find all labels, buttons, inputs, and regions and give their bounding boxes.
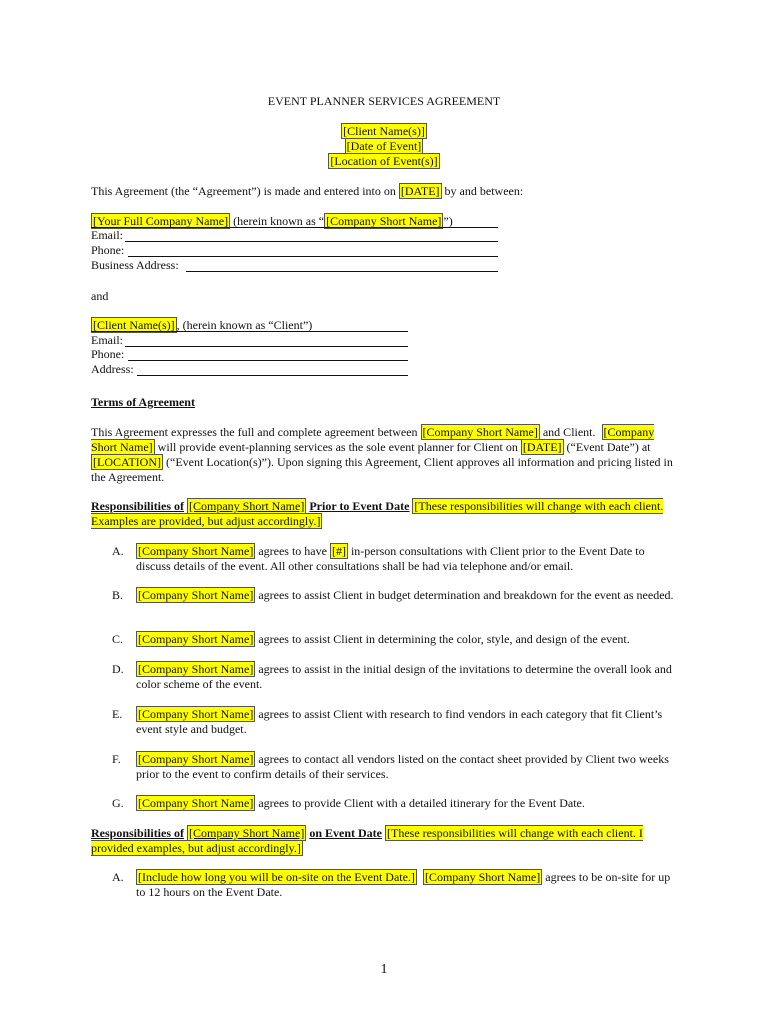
client-known-as: , (herein known as “Client”) — [176, 318, 313, 332]
event-date-placeholder[interactable]: [Date of Event] — [346, 139, 422, 153]
item-company-placeholder[interactable]: [Company Short Name] — [138, 662, 254, 676]
item-company-placeholder[interactable]: [Company Short Name] — [138, 796, 254, 810]
terms-paragraph — [91, 425, 681, 485]
terms-company-short-placeholder-2[interactable]: [Company Short Name] — [91, 425, 655, 454]
list-item-text — [136, 662, 682, 692]
client-name-rule — [91, 331, 408, 332]
item-company-placeholder[interactable]: [Company Short Name] — [138, 752, 254, 766]
item-text: agrees to assist in the initial design of the invitations to determine the overall look and color scheme of the event. — [136, 662, 672, 691]
client-email-field[interactable] — [125, 346, 408, 347]
item-company-placeholder[interactable]: [Company Short Name] — [138, 588, 254, 602]
terms-text-3: will provide event-planning services as the sole event planner for Client on — [157, 440, 518, 454]
terms-location-placeholder[interactable]: [LOCATION] — [93, 455, 161, 469]
terms-text-2: and Client. — [542, 425, 596, 439]
client-phone-field[interactable] — [128, 360, 408, 361]
item-text: agrees to be on-site for up to 12 hours on the Event Date. — [136, 870, 671, 899]
client-email-label: Email: — [91, 333, 123, 347]
item-company-placeholder[interactable]: [Company Short Name] — [138, 632, 254, 646]
item-company-placeholder[interactable]: [Company Short Name] — [138, 544, 254, 558]
onsite-duration-placeholder[interactable]: [Include how long you will be on-site on the Event Date.] — [138, 870, 415, 884]
intro-text-before: This Agreement (the “Agreement”) is made and entered into on — [91, 184, 396, 198]
section1-suffix: Prior to Event Date — [309, 499, 410, 513]
section1-company-placeholder[interactable]: [Company Short Name] — [189, 499, 305, 513]
item-text: agrees to contact all vendors listed on the contact sheet provided by Client two weeks prior to the event to confirm details of their services. — [136, 752, 669, 781]
list-item-text — [136, 796, 682, 811]
section2-heading — [91, 826, 681, 856]
client-names-placeholder[interactable]: [Client Name(s)] — [343, 124, 425, 138]
company-email-label: Email: — [91, 228, 123, 242]
terms-company-short-placeholder[interactable]: [Company Short Name] — [422, 425, 538, 439]
client-phone-label: Phone: — [91, 347, 125, 361]
section2-prefix: Responsibilities of — [91, 826, 185, 840]
section1-prefix: Responsibilities of — [91, 499, 185, 513]
company-email-field[interactable] — [125, 241, 498, 242]
item-text: agrees to provide Client with a detailed itinerary for the Event Date. — [255, 796, 585, 810]
list-item-text — [136, 870, 682, 900]
section2-suffix: on Event Date — [309, 826, 382, 840]
company-phone-field[interactable] — [128, 256, 498, 257]
list-item-label: A. — [112, 544, 124, 558]
terms-text-4: (“Event Date”) at — [566, 440, 651, 454]
item-text-a: agrees to have — [255, 544, 330, 558]
list-item-label: E. — [112, 707, 123, 721]
header-event-location — [0, 154, 768, 169]
item-text-b: in-person consultations with Client prior to the Event Date to discuss details of the event. All other consultations shall be had via telephone and/or email. — [136, 544, 645, 573]
company-name-rule — [91, 227, 498, 228]
list-item-text — [136, 588, 682, 603]
list-item-label: A. — [112, 870, 124, 884]
list-item-label: D. — [112, 662, 124, 676]
list-item-label: G. — [112, 796, 124, 810]
section1-heading — [91, 499, 681, 529]
item-company-placeholder[interactable]: [Company Short Name] — [424, 870, 541, 884]
section2-company-placeholder[interactable]: [Company Short Name] — [189, 826, 305, 840]
company-short-name-placeholder[interactable]: [Company Short Name] — [326, 214, 442, 228]
terms-date-placeholder[interactable]: [DATE] — [522, 440, 562, 454]
client-address-field[interactable] — [137, 375, 408, 376]
intro-paragraph — [91, 184, 523, 199]
item-text: agrees to assist Client in budget determination and breakdown for the event as needed. — [255, 588, 674, 602]
document-title: EVENT PLANNER SERVICES AGREEMENT — [267, 94, 501, 108]
terms-text-1: This Agreement expresses the full and complete agreement between — [91, 425, 418, 439]
company-known-as-suffix: ”) — [443, 214, 453, 228]
and-text: and — [91, 289, 109, 303]
section1-note[interactable]: [These responsibilities will change with each client. Examples are provided, but adjust accordingly.] — [91, 499, 664, 528]
company-address-field[interactable] — [186, 271, 498, 272]
list-item-label: B. — [112, 588, 124, 602]
item-text: agrees to assist Client in determining the color, style, and design of the event. — [255, 632, 630, 646]
header-client-names — [0, 124, 768, 139]
company-address-label: Business Address: — [91, 258, 179, 272]
page-number: 1 — [380, 962, 388, 977]
event-location-placeholder[interactable]: [Location of Event(s)] — [330, 154, 438, 168]
consultations-count-placeholder[interactable]: [#] — [331, 544, 346, 558]
agreement-date-placeholder[interactable]: [DATE] — [400, 184, 440, 198]
item-company-placeholder[interactable]: [Company Short Name] — [138, 707, 254, 721]
list-item-text — [136, 752, 682, 782]
client-name-placeholder[interactable]: [Client Name(s)] — [93, 318, 175, 332]
terms-heading: Terms of Agreement — [91, 395, 195, 409]
header-event-date — [0, 139, 768, 154]
list-item-text — [136, 632, 682, 647]
list-item-text — [136, 544, 682, 574]
list-item-label: F. — [112, 752, 121, 766]
intro-text-after: by and between: — [444, 184, 524, 198]
item-text: agrees to assist Client with research to find vendors in each category that fit Client’s event style and budget. — [136, 707, 663, 736]
terms-text-5: (“Event Location(s)”). Upon signing this Agreement, Client approves all information and pricing listed in the Agreement. — [91, 455, 673, 484]
list-item-text — [136, 707, 682, 737]
company-phone-label: Phone: — [91, 243, 125, 257]
section2-note[interactable]: [These responsibilities will change with each client. I provided examples, but adjust accordingly.] — [91, 826, 643, 855]
company-full-name-placeholder[interactable]: [Your Full Company Name] — [93, 214, 229, 228]
list-item-label: C. — [112, 632, 124, 646]
client-address-label: Address: — [91, 362, 134, 376]
company-known-as-prefix: (herein known as “ — [230, 214, 325, 228]
